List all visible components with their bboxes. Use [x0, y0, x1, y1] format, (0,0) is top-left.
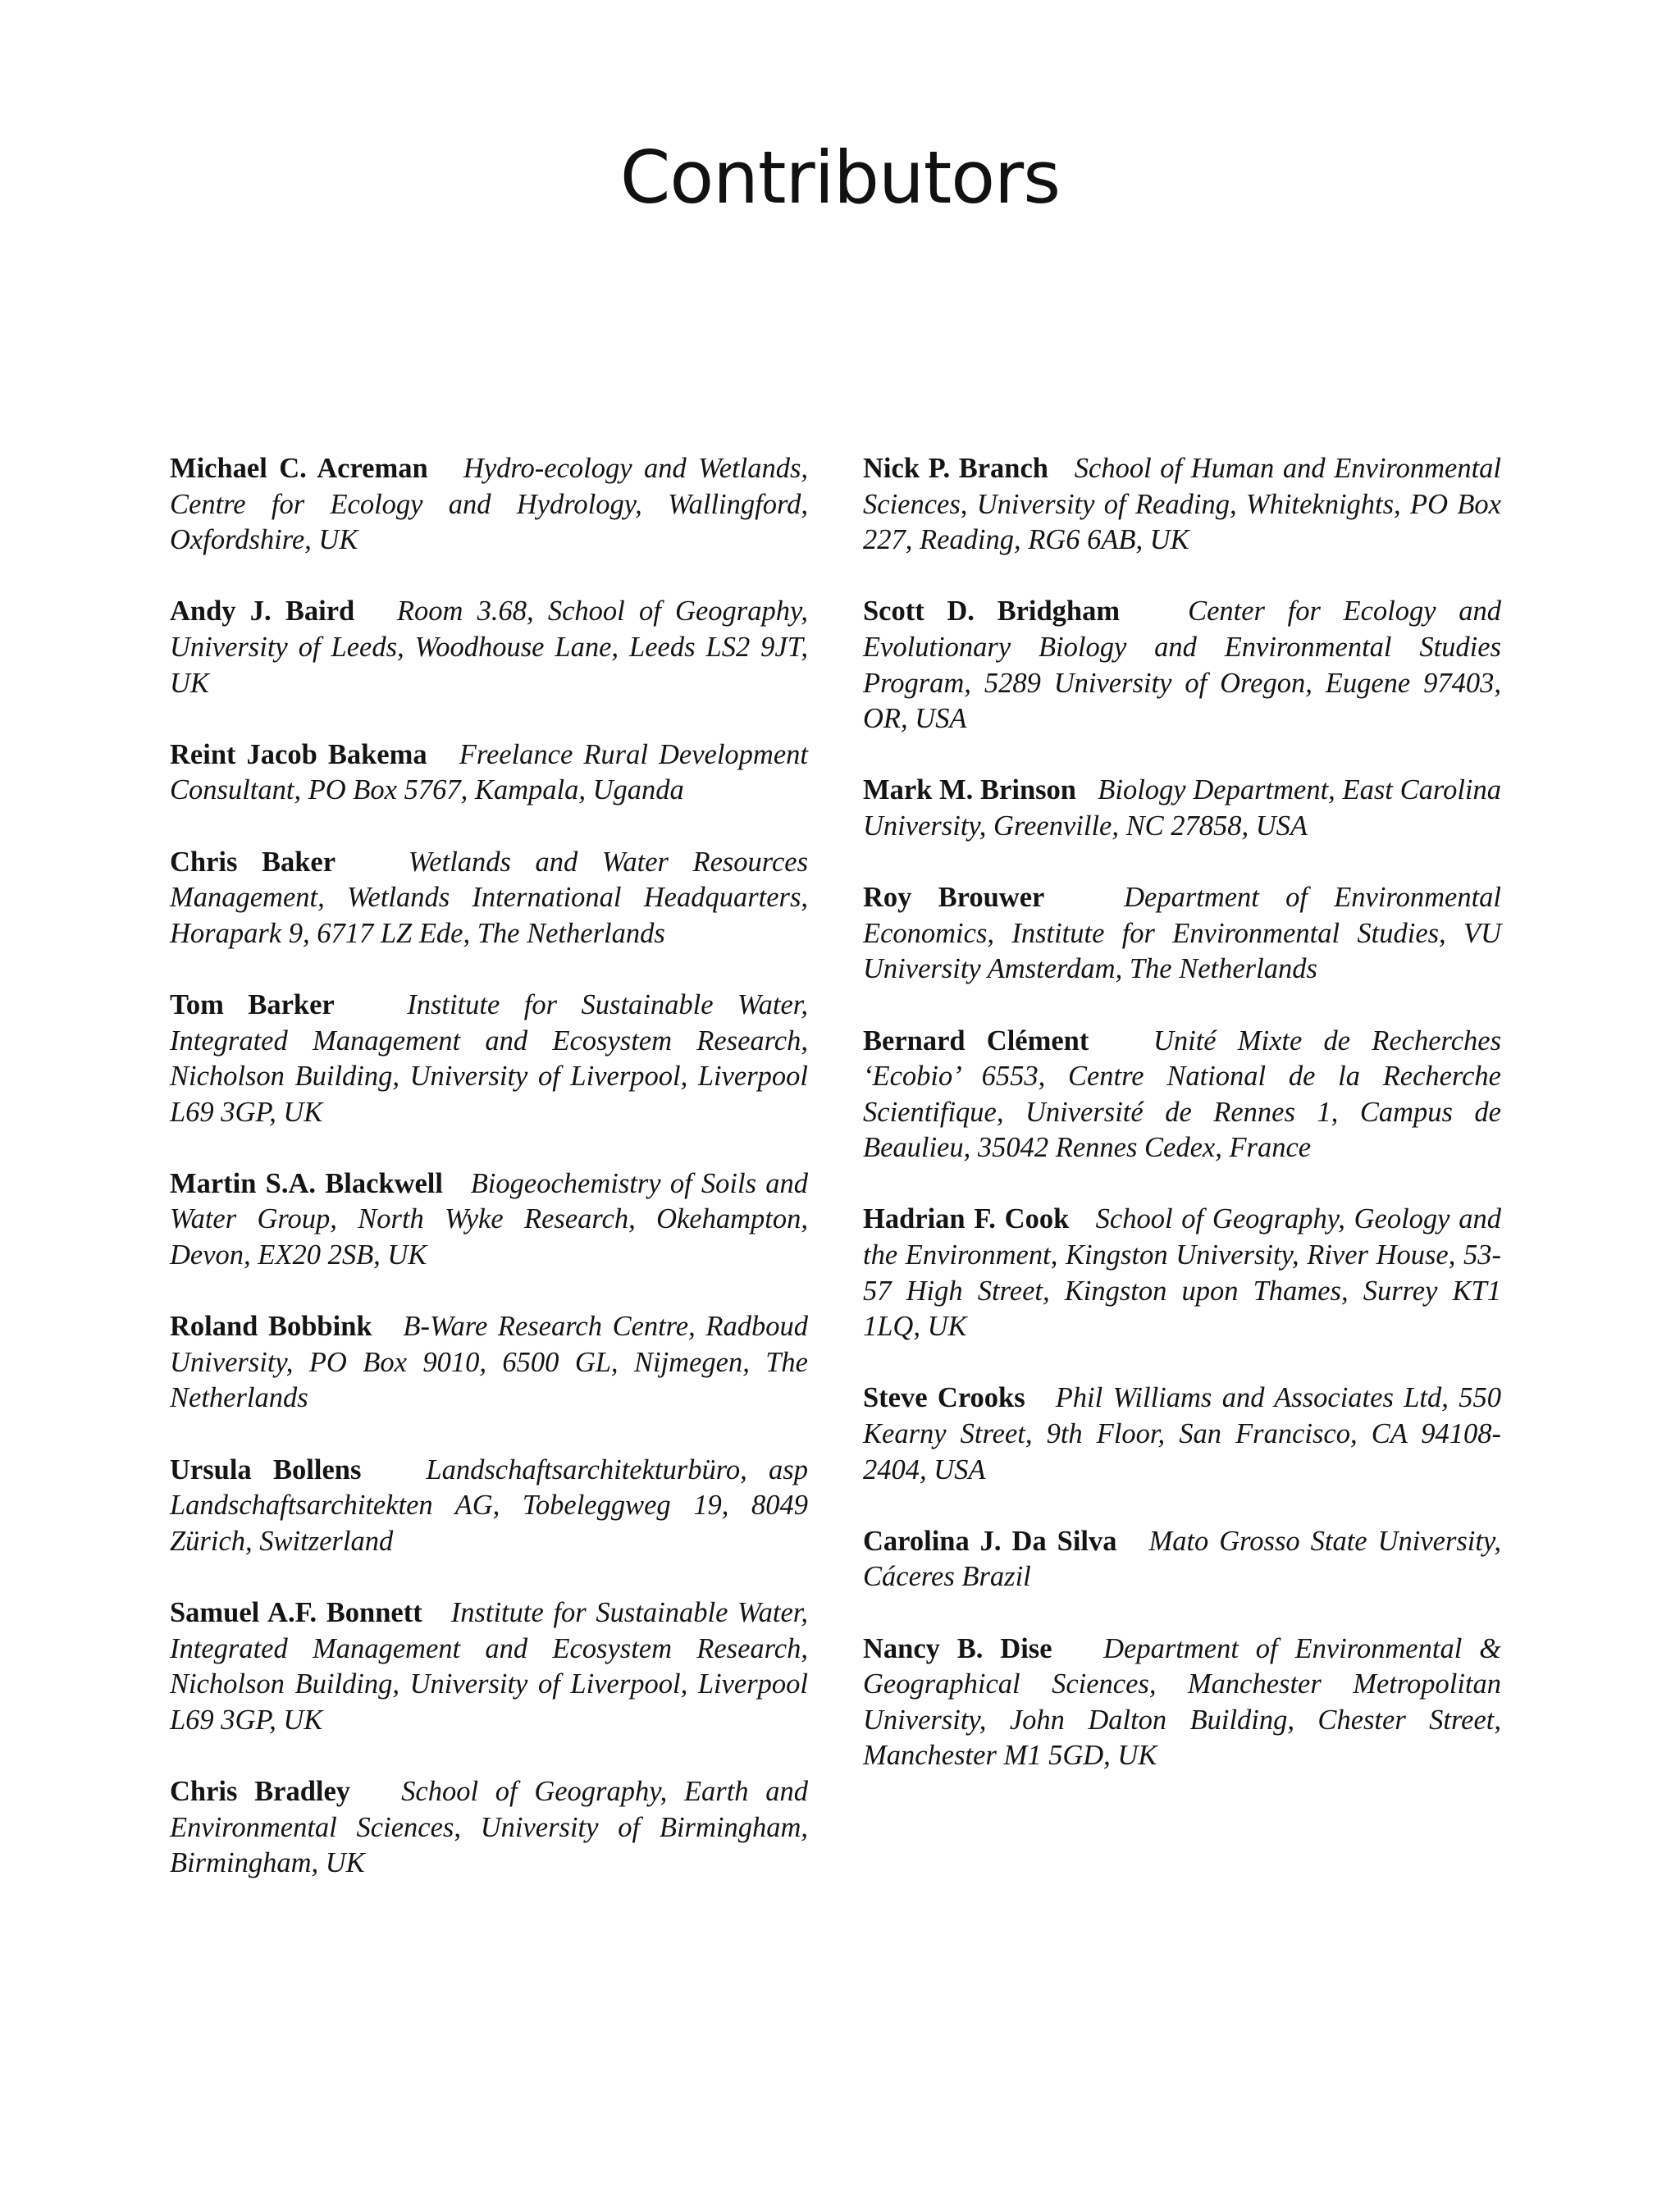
- contributor-name: Roland Bobbink: [170, 1311, 372, 1343]
- contributor-name: Hadrian F. Cook: [863, 1203, 1070, 1235]
- contributor-entry: [170, 1166, 808, 1274]
- contributor-affiliation: Institute for Sustainable Water, Integrated Management and Ecosystem Research, Nicholson Building, University of Liverpool, Liverpool L69 3GP, UK: [170, 1597, 808, 1736]
- contributor-affiliation: Department of Environmental & Geographical Sciences, Manchester Metropolitan University, John Dalton Building, Chester Street, Manchester M1 5GD, UK: [863, 1632, 1501, 1772]
- contributor-name: Tom Barker: [170, 988, 335, 1020]
- contributor-affiliation: Mato Grosso State University, Cáceres Brazil: [863, 1525, 1502, 1593]
- contributor-entry: [170, 594, 808, 701]
- contributor-name: Samuel A.F. Bonnett: [170, 1597, 422, 1628]
- contributor-affiliation: Phil Williams and Associates Ltd, 550 Kearny Street, 9th Floor, San Francisco, CA 94108-2404, USA: [863, 1382, 1501, 1485]
- contributor-name: Andy J. Baird: [170, 596, 355, 628]
- contributor-name: Martin S.A. Blackwell: [170, 1167, 443, 1199]
- contributor-affiliation: School of Geography, Geology and the Environment, Kingston University, River House, 53-57 High Street, Kingston upon Thames, Surrey KT1 1LQ, UK: [863, 1203, 1502, 1343]
- contributor-name: Nick P. Branch: [863, 453, 1048, 484]
- contributor-affiliation: Freelance Rural Development Consultant, PO Box 5767, Kampala, Uganda: [170, 738, 808, 806]
- contributor-entry: [170, 1595, 808, 1738]
- contributor-name: Nancy B. Dise: [863, 1632, 1052, 1664]
- contributors-column-left: [170, 451, 808, 1917]
- contributor-name: Chris Bradley: [170, 1775, 351, 1807]
- contributor-entry: [863, 1524, 1501, 1595]
- contributor-entry: [863, 1024, 1501, 1166]
- contributor-entry: [170, 1774, 808, 1882]
- contributor-affiliation: Landschaftsarchitekturbüro, asp Landschaftsarchitekten AG, Tobeleggweg 19, 8049 Zürich, Switzerland: [170, 1454, 808, 1557]
- contributor-affiliation: Unité Mixte de Recherches ‘Ecobio’ 6553, Centre National de la Recherche Scientifique, Université de Rennes 1, Campus de Beaulieu, 35042 Rennes Cedex, France: [863, 1025, 1501, 1164]
- contributor-entry: [863, 1202, 1501, 1344]
- contributor-affiliation: Institute for Sustainable Water, Integrated Management and Ecosystem Research, Nicholson Building, University of Liverpool, Liverpool L69 3GP, UK: [170, 988, 808, 1128]
- contributor-affiliation: School of Human and Environmental Sciences, University of Reading, Whiteknights, PO Box 227, Reading, RG6 6AB, UK: [863, 453, 1501, 556]
- contributor-affiliation: Wetlands and Water Resources Management, Wetlands International Headquarters, Horapark 9, 6717 LZ Ede, The Netherlands: [170, 846, 809, 949]
- contributor-affiliation: Biology Department, East Carolina University, Greenville, NC 27858, USA: [863, 774, 1501, 842]
- contributor-entry: [170, 737, 808, 809]
- contributor-name: Reint Jacob Bakema: [170, 738, 427, 770]
- contributor-entry: [863, 1632, 1501, 1774]
- contributor-entry: [170, 988, 808, 1130]
- contributor-affiliation: B-Ware Research Centre, Radboud University, PO Box 9010, 6500 GL, Nijmegen, The Netherlands: [170, 1311, 808, 1414]
- contributor-entry: [863, 1381, 1501, 1488]
- contributor-entry: [863, 773, 1501, 844]
- page-title: Contributors: [619, 135, 1061, 220]
- contributor-entry: [170, 451, 808, 559]
- contributor-entry: [170, 845, 808, 952]
- contributor-name: Michael C. Acreman: [170, 453, 428, 484]
- contributors-column-right: [863, 451, 1501, 1810]
- contributor-entry: [863, 594, 1501, 737]
- contributor-affiliation: Biogeochemistry of Soils and Water Group, North Wyke Research, Okehampton, Devon, EX20 2SB, UK: [170, 1167, 809, 1271]
- contributor-entry: [863, 451, 1501, 559]
- contributor-name: Carolina J. Da Silva: [863, 1525, 1117, 1557]
- contributor-affiliation: School of Geography, Earth and Environmental Sciences, University of Birmingham, Birmingham, UK: [170, 1775, 808, 1879]
- contributor-entry: [170, 1309, 808, 1417]
- contributor-entry: [863, 880, 1501, 988]
- contributor-name: Steve Crooks: [863, 1382, 1025, 1414]
- contributor-name: Bernard Clément: [863, 1025, 1089, 1056]
- contributor-affiliation: Hydro-ecology and Wetlands, Centre for Ecology and Hydrology, Wallingford, Oxfordshire, UK: [170, 453, 808, 556]
- contributor-name: Scott D. Bridgham: [863, 596, 1121, 628]
- contributor-name: Ursula Bollens: [170, 1454, 362, 1485]
- contributor-affiliation: Room 3.68, School of Geography, University of Leeds, Woodhouse Lane, Leeds LS2 9JT, UK: [170, 596, 808, 699]
- contributor-affiliation: Center for Ecology and Evolutionary Biology and Environmental Studies Program, 5289 University of Oregon, Eugene 97403, OR, USA: [863, 596, 1501, 735]
- contributor-entry: [170, 1453, 808, 1560]
- contributor-name: Mark M. Brinson: [863, 774, 1076, 806]
- contributor-name: Roy Brouwer: [863, 882, 1045, 914]
- contributor-name: Chris Baker: [170, 846, 336, 878]
- contributor-affiliation: Department of Environmental Economics, Institute for Environmental Studies, VU University Amsterdam, The Netherlands: [863, 882, 1501, 985]
